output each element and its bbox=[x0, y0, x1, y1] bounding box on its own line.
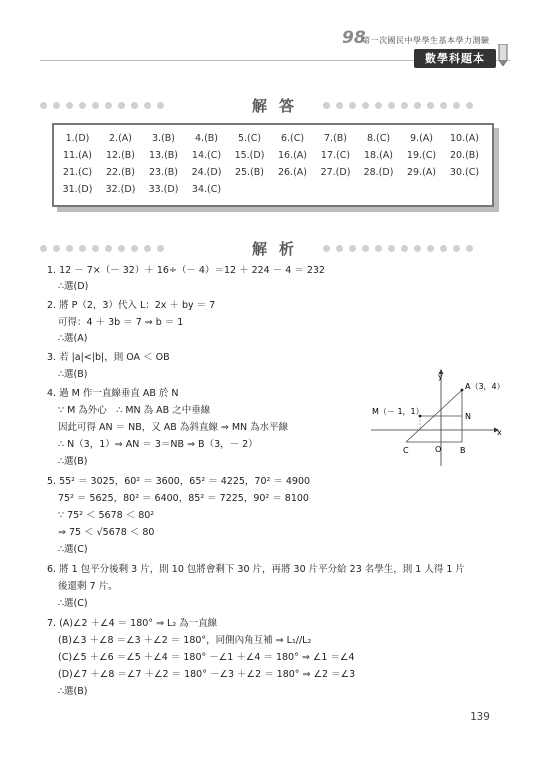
label-m: M（－ 1，1） bbox=[372, 407, 424, 416]
answer-item: 6.(C) bbox=[280, 133, 305, 144]
answer-item: 1.(D) bbox=[65, 133, 90, 144]
answer-item: 8.(C) bbox=[366, 133, 391, 144]
answer-item: 20.(B) bbox=[449, 150, 480, 161]
title-dots-left bbox=[40, 101, 164, 109]
answer-item: 15.(D) bbox=[234, 150, 265, 161]
edition-number: 98 bbox=[342, 28, 366, 48]
answer-item: 7.(B) bbox=[324, 133, 347, 144]
answer-item: 5.(C) bbox=[237, 133, 262, 144]
answer-item: 31.(D) bbox=[62, 184, 93, 195]
exam-subtitle: 第一次國民中學學生基本學力測驗 bbox=[362, 36, 490, 45]
solution-line: ∴選(C) bbox=[58, 598, 88, 609]
answer-item: 10.(A) bbox=[449, 133, 480, 144]
answer-item: 18.(A) bbox=[363, 150, 394, 161]
solution-line: ∴選(D) bbox=[58, 281, 89, 292]
answer-item: 21.(C) bbox=[62, 167, 93, 178]
answer-item: 33.(D) bbox=[148, 184, 179, 195]
solution-line: 4. 過 M 作一直線垂直 AB 於 N bbox=[47, 388, 179, 399]
solution-line: ⇒ 75 ＜ √5678 ＜ 80 bbox=[58, 527, 155, 538]
solution-line: ∴選(B) bbox=[58, 686, 88, 697]
solution-line: (B)∠3 ＋∠8 ＝∠3 ＋∠2 ＝ 180°，同側內角互補 ⇒ L₁//L₂ bbox=[58, 635, 312, 646]
page-number: 139 bbox=[470, 710, 490, 723]
solution-line: 3. 若 |a|<|b|，則 OA ＜ OB bbox=[47, 352, 170, 363]
answer-item: 4.(B) bbox=[195, 133, 218, 144]
point-a bbox=[461, 389, 464, 392]
analysis-dots-left bbox=[40, 244, 164, 252]
solution-line: 後還剩 7 片。 bbox=[58, 581, 118, 592]
solution-line: ∴選(B) bbox=[58, 456, 88, 467]
label-a: A（3，4） bbox=[465, 382, 505, 391]
coordinate-figure bbox=[366, 368, 506, 468]
label-n: N bbox=[465, 412, 471, 421]
answer-item: 23.(B) bbox=[148, 167, 179, 178]
solution-line: 6. 將 1 包平分後剩 3 片，則 10 包將會剩下 30 片，再將 30 片平分給 23 名學生，則 1 人得 1 片 bbox=[47, 564, 465, 575]
solution-line: ∴ N（3，1）⇒ AN ＝ 3＝NB ⇒ B（3，－ 2） bbox=[58, 439, 258, 450]
answer-item: 13.(B) bbox=[148, 150, 179, 161]
analysis-dots-right bbox=[323, 244, 473, 252]
solution-line: 可得：4 ＋ 3b ＝ 7 ⇒ b ＝ 1 bbox=[58, 317, 184, 328]
answer-item: 14.(C) bbox=[191, 150, 222, 161]
x-axis-label: x bbox=[497, 428, 502, 437]
answer-item: 30.(C) bbox=[449, 167, 480, 178]
answer-item: 19.(C) bbox=[406, 150, 437, 161]
subject-badge: 數學科題本 bbox=[414, 49, 496, 68]
label-o: O bbox=[435, 445, 442, 454]
solution-line: 5. 55² ＝ 3025，60² ＝ 3600，65² ＝ 4225，70² ＝ 4900 bbox=[47, 476, 311, 487]
analysis-title: 解析 bbox=[252, 240, 307, 258]
solution-line: ∴選(C) bbox=[58, 544, 88, 555]
solution-line: (D)∠7 ＋∠8 ＝∠7 ＋∠2 ＝ 180° －∠3 ＋∠2 ＝ 180° ⇒ ∠2 ＝∠3 bbox=[58, 669, 356, 680]
solution-line: 因此可得 AN ＝ NB，又 AB 為斜直線 ⇒ MN 為水平線 bbox=[58, 422, 289, 433]
answer-item: 9.(A) bbox=[410, 133, 433, 144]
answer-item: 17.(C) bbox=[320, 150, 351, 161]
solution-line: ∴選(B) bbox=[58, 369, 88, 380]
answer-item: 32.(D) bbox=[105, 184, 136, 195]
solution-line: ∴選(A) bbox=[58, 333, 88, 344]
answer-item: 24.(D) bbox=[191, 167, 222, 178]
solution-line: 75² ＝ 5625，80² ＝ 6400，85² ＝ 7225，90² ＝ 8100 bbox=[58, 493, 309, 504]
answer-item: 16.(A) bbox=[277, 150, 308, 161]
solution-line: ∵ 75² ＜ 5678 ＜ 80² bbox=[58, 510, 155, 521]
answer-item: 11.(A) bbox=[62, 150, 93, 161]
answers-title: 解答 bbox=[252, 97, 307, 115]
answer-item: 26.(A) bbox=[277, 167, 308, 178]
label-c: C bbox=[403, 446, 409, 455]
solution-line: 2. 將 P（2，3）代入 L：2x ＋ by ＝ 7 bbox=[47, 300, 216, 311]
answer-item: 29.(A) bbox=[406, 167, 437, 178]
answers-grid bbox=[56, 133, 486, 196]
label-b: B bbox=[460, 446, 466, 455]
answer-item: 25.(B) bbox=[234, 167, 265, 178]
solution-line: 1. 12 － 7×（－ 32）＋ 16÷（－ 4）＝12 ＋ 224 － 4 ＝ 232 bbox=[47, 265, 325, 276]
answer-item: 12.(B) bbox=[105, 150, 136, 161]
answer-item: 27.(D) bbox=[320, 167, 351, 178]
solution-line: ∵ M 為外心 ∴ MN 為 AB 之中垂線 bbox=[58, 405, 211, 416]
answer-item: 28.(D) bbox=[363, 167, 394, 178]
title-dots-right bbox=[323, 101, 473, 109]
answer-item: 2.(A) bbox=[109, 133, 132, 144]
solution-line: (C)∠5 ＋∠6 ＝∠5 ＋∠4 ＝ 180° －∠1 ＋∠4 ＝ 180° ⇒ ∠1 ＝∠4 bbox=[58, 652, 355, 663]
pencil-icon bbox=[496, 44, 510, 66]
solution-line: 7. (A)∠2 ＋∠4 ＝ 180° ⇒ L₂ 為一直線 bbox=[47, 618, 218, 629]
answer-item: 34.(C) bbox=[191, 184, 222, 195]
answer-item: 22.(B) bbox=[105, 167, 136, 178]
y-axis-label: y bbox=[438, 372, 443, 381]
answer-item: 3.(B) bbox=[152, 133, 175, 144]
